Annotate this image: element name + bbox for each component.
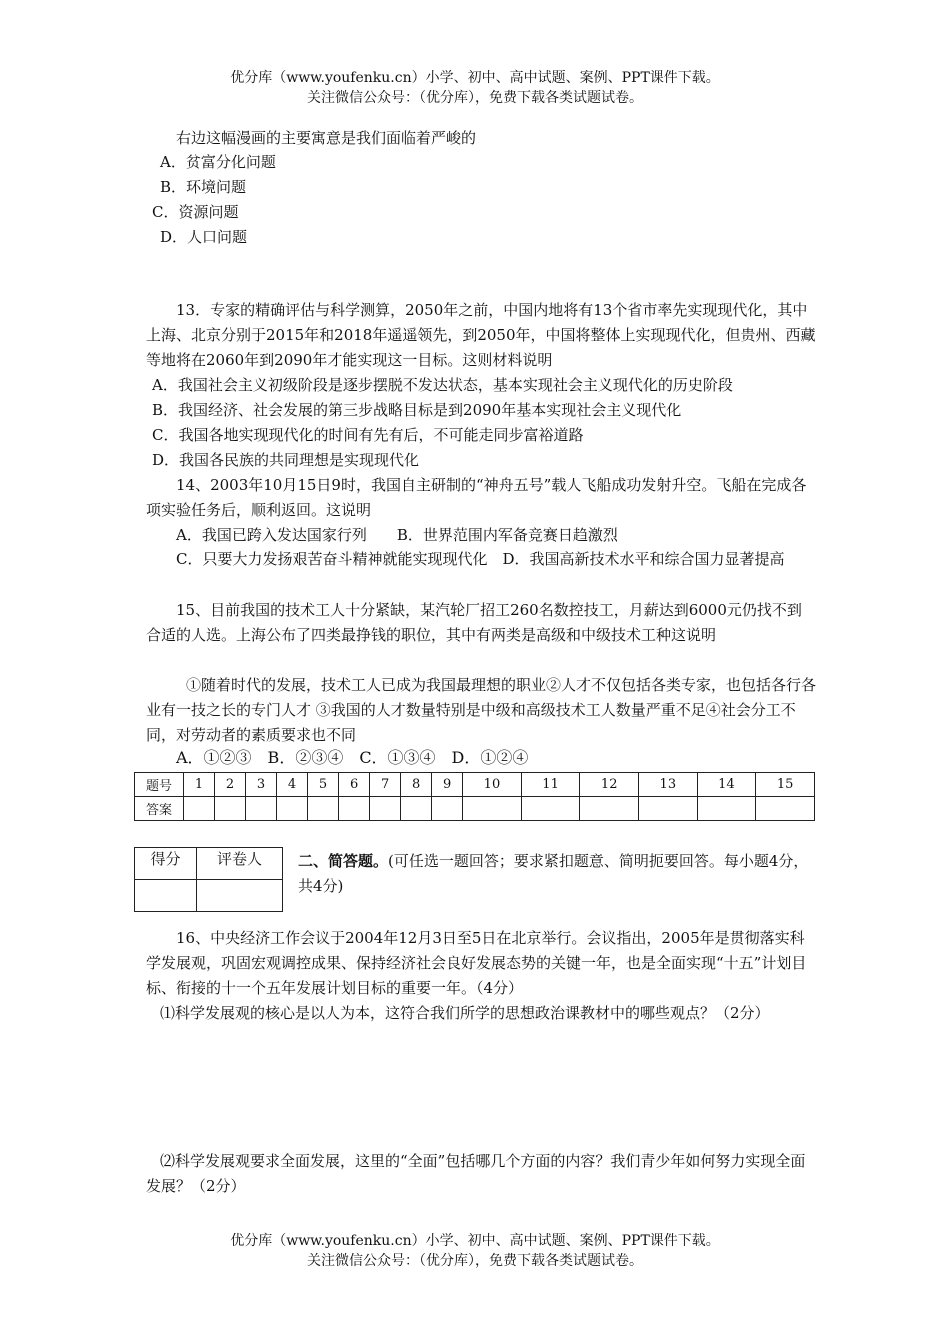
q15-stem: 15、目前我国的技术工人十分紧缺，某汽轮厂招工260名数控技工，月薪达到6000元仍找不到合适的人选。上海公布了四类最挣钱的职位，其中有两类是高级和中级技术工种这说明	[146, 601, 802, 644]
answer-table	[134, 772, 815, 821]
q12-option-d: D．人口问题	[160, 228, 248, 246]
answer-cell[interactable]	[697, 797, 756, 821]
answer-number-cell: 3	[246, 773, 277, 797]
answer-cell[interactable]	[246, 797, 277, 821]
answer-number-cell: 7	[370, 773, 401, 797]
q16-sub-1: ⑴科学发展观的核心是以人为本，这符合我们所学的思想政治课教材中的哪些观点？（2分）	[160, 1004, 770, 1022]
answer-table-answer-label: 答案	[135, 797, 184, 821]
header-line-2: 关注微信公众号：（优分库），免费下载各类试题试卷。	[307, 90, 643, 106]
q12-option-c: C．资源问题	[152, 203, 239, 221]
answer-cell[interactable]	[432, 797, 463, 821]
grader-label: 评卷人	[197, 848, 283, 880]
answer-cell[interactable]	[370, 797, 401, 821]
section-2-title: 二、简答题。	[298, 852, 389, 870]
answer-number-cell: 8	[401, 773, 432, 797]
answer-number-cell: 14	[697, 773, 756, 797]
answer-cell[interactable]	[401, 797, 432, 821]
answer-cell[interactable]	[184, 797, 215, 821]
answer-cell[interactable]	[215, 797, 246, 821]
answer-number-cell: 11	[521, 773, 580, 797]
q14-options-ab: A．我国已跨入发达国家行列 B．世界范围内军备竞赛日趋激烈	[176, 526, 618, 544]
q13-option-b: B．我国经济、社会发展的第三步战略目标是到2090年基本实现社会主义现代化	[152, 401, 682, 419]
answer-cell[interactable]	[521, 797, 580, 821]
q16-sub-2: ⑵科学发展观要求全面发展，这里的“全面”包括哪几个方面的内容？我们青少年如何努力实现全面发展？（2分）	[146, 1152, 806, 1195]
q12-option-b: B．环境问题	[160, 178, 247, 196]
answer-number-cell: 10	[463, 773, 522, 797]
score-label: 得分	[135, 848, 197, 880]
q16-stem: 16、中央经济工作会议于2004年12月3日至5日在北京举行。会议指出，2005年是贯彻落实科学发展观，巩固宏观调控成果、保持经济社会良好发展态势的关键一年，也是全面实现“十五”计划目标、衔接的十一个五年发展计划目标的重要一年。（4分）	[146, 929, 807, 997]
answer-number-cell: 5	[308, 773, 339, 797]
answer-number-cell: 1	[184, 773, 215, 797]
answer-cell[interactable]	[580, 797, 639, 821]
answer-cell[interactable]	[277, 797, 308, 821]
section-2-heading	[298, 849, 816, 899]
section-2-description: (可任选一题回答；要求紧扣题意、简明扼要回答。每小题4分，共4分)	[298, 852, 809, 895]
q13-option-c: C．我国各地实现现代化的时间有先有后，不可能走同步富裕道路	[152, 426, 584, 444]
answer-cell[interactable]	[339, 797, 370, 821]
q13-option-a: A．我国社会主义初级阶段是逐步摆脱不发达状态，基本实现社会主义现代化的历史阶段	[152, 376, 733, 394]
answer-table-answer-row	[135, 797, 815, 821]
answer-number-cell: 13	[639, 773, 698, 797]
answer-cell[interactable]	[756, 797, 815, 821]
q15-items: ①随着时代的发展，技术工人已成为我国最理想的职业②人才不仅包括各类专家，也包括各行各业有一技之长的专门人才 ③我国的人才数量特别是中级和高级技术工人数量严重不足④社会分工不同，对劳动者的素质要求也不同	[146, 676, 817, 744]
answer-number-cell: 6	[339, 773, 370, 797]
grader-cell[interactable]	[197, 880, 283, 912]
header-line-1: 优分库（www.youfenku.cn）小学、初中、高中试题、案例、PPT课件下载。	[230, 70, 720, 86]
footer-line-1: 优分库（www.youfenku.cn）小学、初中、高中试题、案例、PPT课件下载。	[230, 1233, 720, 1249]
answer-cell[interactable]	[463, 797, 522, 821]
answer-number-cell: 9	[432, 773, 463, 797]
answer-cell[interactable]	[308, 797, 339, 821]
q13-option-d: D．我国各民族的共同理想是实现现代化	[152, 451, 420, 469]
q14-options-cd: C．只要大力发扬艰苦奋斗精神就能实现现代化 D．我国高新技术水平和综合国力显著提高	[176, 550, 785, 568]
q12-option-a: A．贫富分化问题	[160, 153, 276, 171]
answer-number-cell: 15	[756, 773, 815, 797]
answer-number-cell: 12	[580, 773, 639, 797]
q15-options: A．①②③ B．②③④ C．①③④ D．①②④	[176, 748, 529, 767]
answer-number-cell: 2	[215, 773, 246, 797]
answer-table-number-row	[135, 773, 815, 797]
score-cell[interactable]	[135, 880, 197, 912]
q14-stem: 14、2003年10月15日9时，我国自主研制的“神舟五号”载人飞船成功发射升空。飞船在完成各项实验任务后，顺利返回。这说明	[146, 476, 807, 519]
q13-stem: 13．专家的精确评估与科学测算，2050年之前，中国内地将有13个省市率先实现现代化，其中上海、北京分别于2015年和2018年遥遥领先，到2050年，中国将整体上实现现代化，但贵州、西藏等地将在2060年到2090年才能实现这一目标。这则材料说明	[146, 301, 816, 369]
score-box	[134, 847, 283, 912]
q12-stem: 右边这幅漫画的主要寓意是我们面临着严峻的	[176, 129, 477, 147]
answer-table-number-label: 题号	[135, 773, 184, 797]
footer-line-2: 关注微信公众号：（优分库），免费下载各类试题试卷。	[307, 1253, 643, 1269]
answer-cell[interactable]	[639, 797, 698, 821]
answer-number-cell: 4	[277, 773, 308, 797]
